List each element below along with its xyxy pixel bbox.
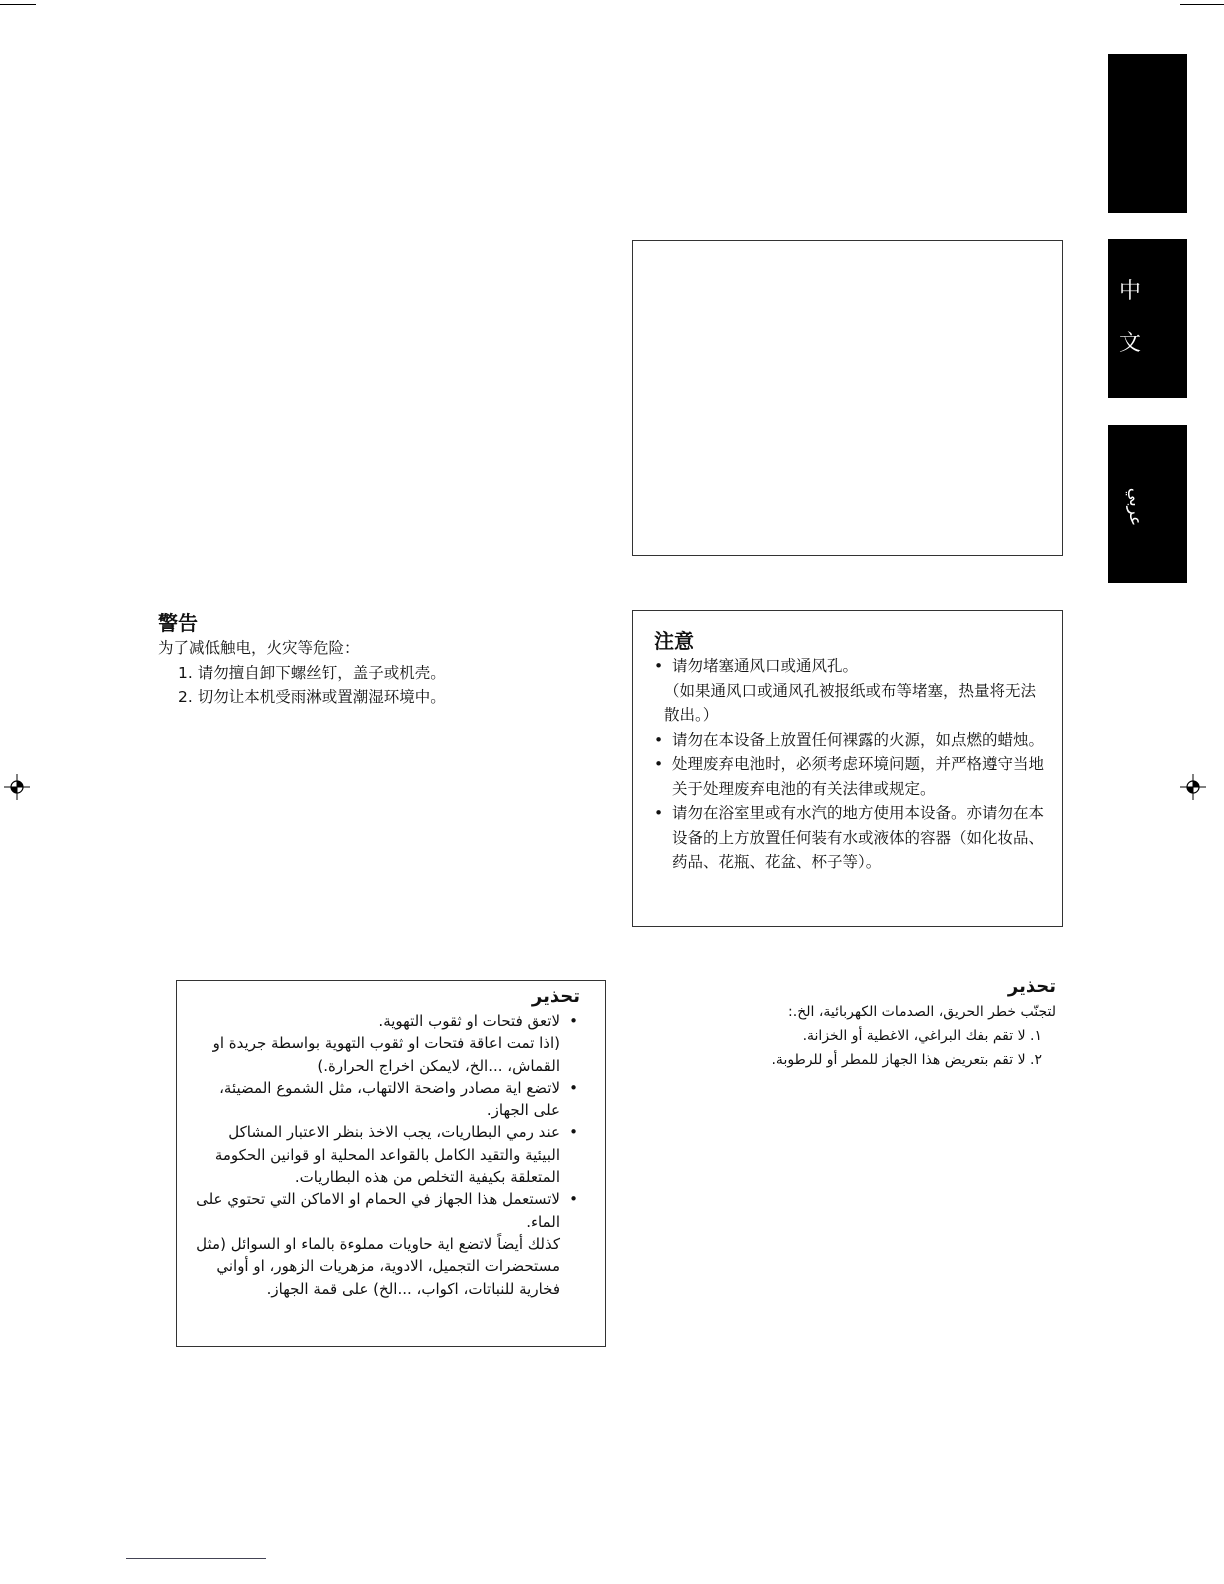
caution-item-ar: • لاتستعمل هذا الجهاز في الحمام او الاماكن التي تحتوي على الماء. (196, 1190, 578, 1231)
caution-title-ar: تحذير (531, 986, 580, 1007)
warning-item-zh: 2. 切勿让本机受雨淋或置潮湿环境中。 (178, 688, 446, 706)
crop-mark-bottom (126, 1558, 266, 1559)
caution-item-zh: • 请勿堵塞通风口或通风孔。 (654, 657, 859, 675)
caution-note-zh: （如果通风口或通风孔被报纸或布等堵塞，热量将无法散出。） (664, 681, 1037, 724)
caution-content-ar (196, 984, 580, 1300)
caution-item-zh: • 请勿在本设备上放置任何裸露的火源，如点燃的蜡烛。 (654, 730, 1045, 749)
crop-mark-top-left (0, 4, 36, 5)
warning-title-ar: تحذير (1007, 976, 1056, 997)
warning-title-zh: 警告 (158, 611, 198, 635)
warning-intro-ar: لتجنّب خطر الحريق، الصدمات الكهربائية، الخ.: (788, 1004, 1056, 1020)
warning-item-ar: ١. لا تقم بفك البراغي، الاغطية أو الخزانة. (802, 1028, 1042, 1044)
registration-mark-right-icon (1180, 774, 1206, 800)
warning-section-zh (158, 610, 538, 710)
caution-item-zh: • 请勿在浴室里或有水汽的地方使用本设备。亦请勿在本设备的上方放置任何装有水或液体的容器（如化妆品、药品、花瓶、花盆、杯子等）。 (654, 804, 1045, 871)
empty-frame-box (632, 240, 1063, 556)
warning-item-zh: 1. 请勿擅自卸下螺丝钉，盖子或机壳。 (178, 663, 446, 682)
caution-item-ar: • عند رمي البطاريات، يجب الاخذ بنظر الاعتبار المشاكل البيئية والتقيد الكامل بالقواعد المحلية او قوانين الحكومة المتعلقة بكيفية التخلص من هذه البطاريات. (214, 1123, 578, 1187)
caution-title-zh: 注意 (654, 629, 694, 653)
caution-item-ar: • لاتضع اية مصادر واضحة الالتهاب، مثل الشموع المضيئة، على الجهاز. (219, 1078, 578, 1120)
caution-item-zh: • 处理废弃电池时，必须考虑环境问题，并严格遵守当地关于处理废弃电池的有关法律或规定。 (654, 755, 1045, 798)
tab-chinese-char-1: 中 (1119, 279, 1142, 304)
warning-intro-zh: 为了减低触电，火灾等危险： (158, 639, 360, 657)
caution-note-ar: كذلك أيضاً لاتضع اية حاويات مملوءة بالماء او السوائل (مثل مستحضرات التجميل، الادوية، مزهريات الزهور، او أواني فخارية للنباتات، اكواب، ...الخ) على قمة الجهاز. (196, 1234, 560, 1298)
caution-item-ar: • لاتعق فتحات او ثقوب التهوية. (378, 1012, 578, 1030)
caution-note-ar: (اذا تمت اعاقة فتحات او ثقوب التهوية بواسطة جريدة او القماش، ...الخ، لايمكن اخراج الحرارة.) (212, 1034, 560, 1075)
registration-mark-left-icon (4, 774, 30, 800)
caution-content-zh (654, 628, 1048, 875)
language-tab-arabic (1108, 425, 1187, 583)
language-tab-chinese (1108, 239, 1187, 398)
warning-section-ar (700, 974, 1056, 1072)
tab-arabic-label: عربي (1125, 487, 1146, 527)
warning-item-ar: ٢. لا تقم بتعريض هذا الجهاز للمطر أو للرطوبة. (771, 1052, 1042, 1068)
crop-mark-top-right (1180, 4, 1224, 5)
language-tab-blank (1108, 54, 1187, 213)
tab-chinese-char-2: 文 (1119, 331, 1142, 356)
